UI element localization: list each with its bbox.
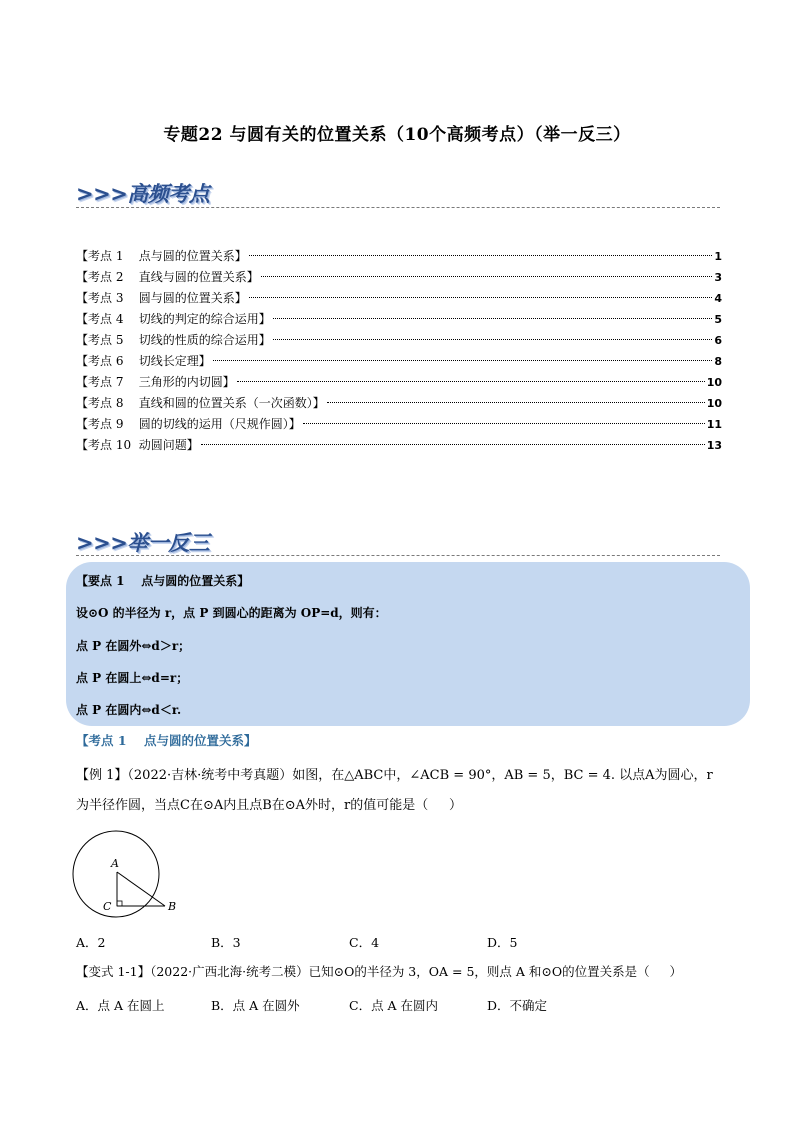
label-b: B	[168, 900, 177, 913]
segment-ab	[117, 872, 165, 906]
label-a: A	[111, 857, 119, 870]
toc-entry-label: 【考点 6 切线长定理】	[76, 354, 211, 368]
variant-choice-b: B．点 A 在圆外	[211, 998, 300, 1013]
choice-a: A．2	[76, 935, 106, 950]
toc-page-number: 13	[706, 439, 722, 452]
toc-page-number: 11	[706, 418, 722, 431]
toc-entry[interactable]	[76, 351, 722, 372]
toc-entry[interactable]	[76, 309, 722, 330]
toc-entry[interactable]	[76, 267, 722, 288]
variant-1-1-question: 【变式 1-1】（2022·广西北海·统考二模）已知⊙O的半径为 3，OA = 5，则点 A 和⊙O的位置关系是（ ）	[76, 964, 682, 979]
choice-b: B．3	[211, 935, 241, 950]
toc-entry-label: 【考点 9 圆的切线的运用（尺规作圆）】	[76, 417, 301, 431]
variant-choice-a: A．点 A 在圆上	[76, 998, 165, 1013]
keypoint-rule: 点 P 在圆外⇔d＞r；	[76, 639, 191, 653]
toc-entry[interactable]	[76, 372, 722, 393]
toc-leader-dots	[249, 297, 713, 298]
choice-d: D．5	[487, 935, 518, 950]
toc-leader-dots	[327, 402, 705, 403]
right-angle-mark	[117, 901, 122, 906]
toc-page-number: 8	[714, 355, 722, 368]
toc-entry-label: 【考点 8 直线和圆的位置关系（一次函数）】	[76, 396, 325, 410]
keypoint-heading: 【要点 1 点与圆的位置关系】	[76, 574, 250, 588]
toc-leader-dots	[249, 255, 713, 256]
toc-entry-label: 【考点 7 三角形的内切圆】	[76, 375, 235, 389]
toc-page-number: 1	[714, 250, 722, 263]
section-heading-practice: >>>举一反三	[76, 531, 210, 555]
toc-leader-dots	[303, 423, 705, 424]
kaodian-heading: 【考点 1 点与圆的位置关系】	[76, 733, 257, 748]
toc-entry[interactable]	[76, 330, 722, 351]
label-c: C	[103, 900, 112, 913]
keypoint-rule: 点 P 在圆上⇔d=r；	[76, 671, 189, 685]
toc-page-number: 6	[714, 334, 722, 347]
section-heading-frequent: >>>高频考点	[76, 182, 210, 206]
choice-c: C．4	[349, 935, 380, 950]
toc-entry-label: 【考点 10 动圆问题】	[76, 438, 199, 452]
toc-entry-label: 【考点 1 点与圆的位置关系】	[76, 249, 247, 263]
example-1-line-2: 为半径作圆，当点C在⊙A内且点B在⊙A外时，r的值可能是（ ）	[76, 798, 462, 813]
toc-entry[interactable]	[76, 435, 722, 456]
toc-entry[interactable]	[76, 414, 722, 435]
toc-leader-dots	[273, 318, 713, 319]
example-1-line-1: 【例 1】（2022·吉林·统考中考真题）如图，在△ABC中，∠ACB = 90°，AB = 5，BC = 4. 以点A为圆心，r	[76, 768, 713, 783]
geometry-figure	[70, 830, 200, 922]
variant-choice-c: C．点 A 在圆内	[349, 998, 439, 1013]
toc-entry[interactable]	[76, 393, 722, 414]
keypoint-rule: 点 P 在圆内⇔d＜r.	[76, 703, 182, 717]
page-title: 专题22 与圆有关的位置关系（10个高频考点）（举一反三）	[163, 125, 631, 145]
toc-entry-label: 【考点 2 直线与圆的位置关系】	[76, 270, 259, 284]
variant-choice-d: D．不确定	[487, 998, 548, 1013]
toc-entry[interactable]	[76, 246, 722, 267]
toc-leader-dots	[273, 339, 713, 340]
keypoint-intro: 设⊙O 的半径为 r，点 P 到圆心的距离为 OP=d，则有：	[76, 606, 387, 620]
keypoint-box	[66, 562, 750, 726]
toc-page-number: 4	[714, 292, 722, 305]
toc-page-number: 3	[714, 271, 722, 284]
toc-leader-dots	[261, 276, 713, 277]
toc-page-number: 5	[714, 313, 722, 326]
section-divider	[76, 207, 720, 208]
toc-page-number: 10	[706, 376, 722, 389]
toc-page-number: 10	[706, 397, 722, 410]
toc-leader-dots	[237, 381, 705, 382]
section-divider	[76, 555, 720, 556]
toc-entry-label: 【考点 5 切线的性质的综合运用】	[76, 333, 271, 347]
toc-leader-dots	[213, 360, 713, 361]
toc-entry-label: 【考点 3 圆与圆的位置关系】	[76, 291, 247, 305]
toc-entry-label: 【考点 4 切线的判定的综合运用】	[76, 312, 271, 326]
table-of-contents	[76, 246, 722, 456]
circle-a	[73, 831, 159, 917]
toc-leader-dots	[201, 444, 705, 445]
toc-entry[interactable]	[76, 288, 722, 309]
